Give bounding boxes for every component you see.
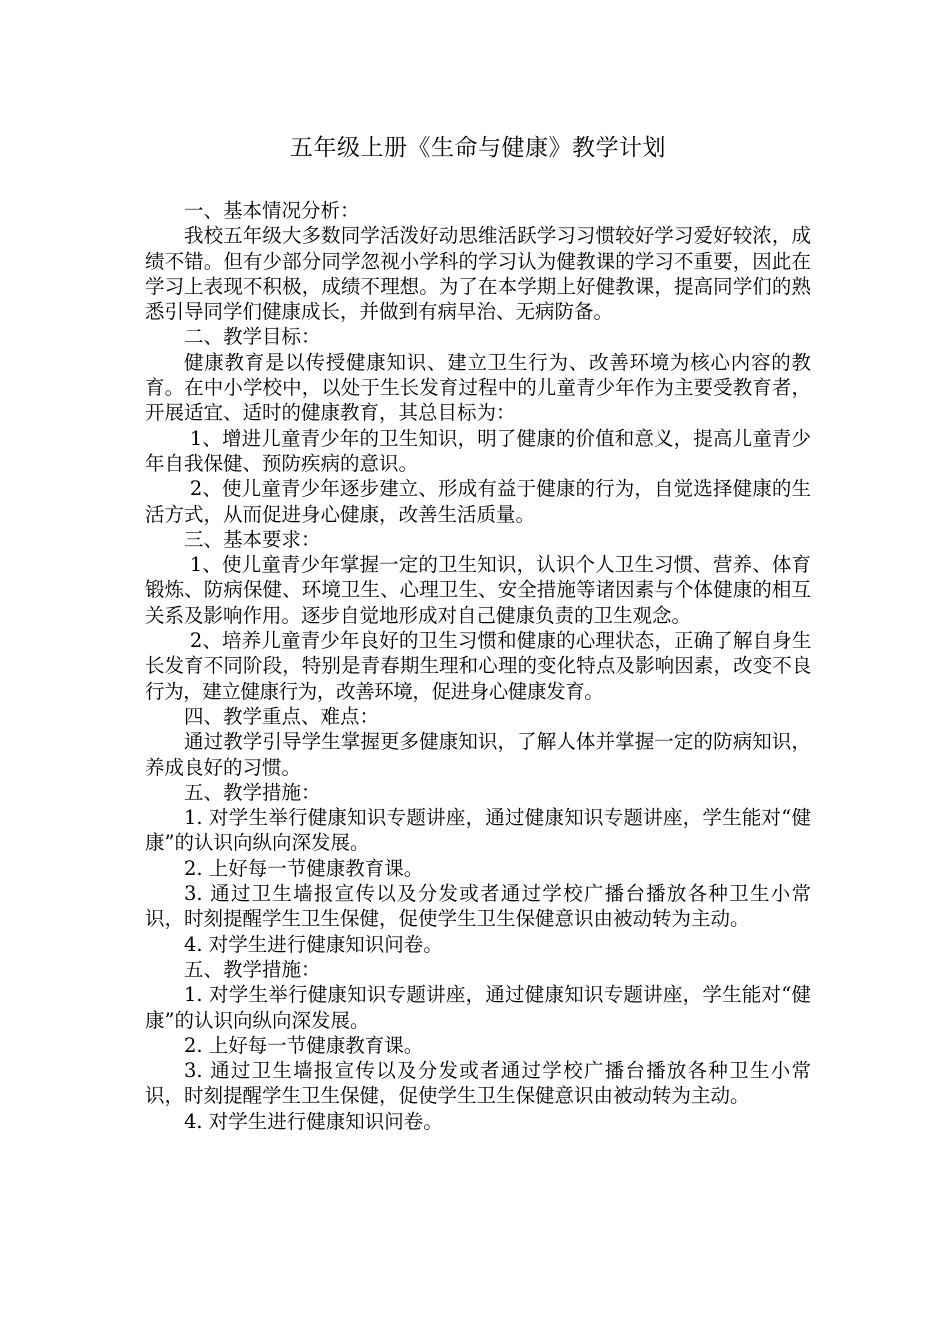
- section-heading-key-points: 四、教学重点、难点：: [184, 704, 380, 728]
- measure-item-4-repeat: 4. 对学生进行健康知识问卷。: [184, 1109, 443, 1133]
- section-heading-teaching-goals: 二、教学目标：: [184, 325, 321, 349]
- paragraph-teaching-goals: 健康教育是以传授健康知识、建立卫生行为、改善环境为核心内容的教育。在中小学校中，以处于生长发育过程中的儿童青少年作为主要受教育者，开展适宜、适时的健康教育，其总目标为：: [145, 350, 811, 425]
- goal-item-2: 2、使儿童青少年逐步建立、形成有益于健康的行为，自觉选择健康的生活方式，从而促进身心健康，改善生活质量。: [145, 477, 811, 526]
- section-heading-basic-situation: 一、基本情况分析：: [184, 199, 360, 222]
- requirement-item-2: 2、培养儿童青少年良好的卫生习惯和健康的心理状态，正确了解自身生长发育不同阶段，特别是青春期生理和心理的变化特点及影响因素，改变不良行为，建立健康行为，改善环境，促进身心健康发育。: [145, 629, 811, 703]
- paragraph-key-points: 通过教学引导学生掌握更多健康知识，了解人体并掌握一定的防病知识，养成良好的习惯。: [145, 730, 811, 779]
- measure-item-1-repeat: 1. 对学生举行健康知识专题讲座，通过健康知识专题讲座，学生能对“健康”的认识向纵向深发展。: [145, 983, 811, 1032]
- measure-item-4: 4. 对学生进行健康知识问卷。: [184, 932, 443, 956]
- requirement-item-1: 1、使儿童青少年掌握一定的卫生知识，认识个人卫生习惯、营养、体育锻炼、防病保健、环境卫生、心理卫生、安全措施等诸因素与个体健康的相互关系及影响作用。逐步自觉地形成对自己健康负责的卫生观念。: [145, 553, 811, 627]
- measure-item-3: 3. 通过卫生墙报宣传以及分发或者通过学校广播台播放各种卫生小常识，时刻提醒学生卫生保健，促使学生卫生保健意识由被动转为主动。: [145, 882, 811, 931]
- goal-item-1: 1、增进儿童青少年的卫生知识，明了健康的价值和意义，提高儿童青少年自我保健、预防疾病的意识。: [145, 426, 811, 475]
- paragraph-basic-situation: 我校五年级大多数同学活泼好动思维活跃学习习惯较好学习爱好较浓，成绩不错。但有少部分同学忽视小学科的学习认为健教课的学习不重要，因此在学习上表现不积极，成绩不理想。为了在本学期上好健教课，提高同学们的熟悉引导同学们健康成长，并做到有病早治、无病防备。: [145, 224, 811, 324]
- section-heading-teaching-measures-repeat: 五、教学措施：: [184, 957, 321, 981]
- measure-item-3-repeat: 3. 通过卫生墙报宣传以及分发或者通过学校广播台播放各种卫生小常识，时刻提醒学生卫生保健，促使学生卫生保健意识由被动转为主动。: [145, 1059, 811, 1108]
- measure-item-2-repeat: 2. 上好每一节健康教育课。: [184, 1033, 424, 1057]
- measure-item-2: 2. 上好每一节健康教育课。: [184, 856, 424, 880]
- measure-item-1: 1. 对学生举行健康知识专题讲座，通过健康知识专题讲座，学生能对“健康”的认识向纵向深发展。: [145, 806, 811, 855]
- section-heading-teaching-measures: 五、教学措施：: [184, 780, 321, 804]
- document-body: [145, 198, 811, 1134]
- section-heading-basic-requirements: 三、基本要求：: [184, 527, 321, 551]
- document-title: 五年级上册《生命与健康》教学计划: [290, 135, 666, 161]
